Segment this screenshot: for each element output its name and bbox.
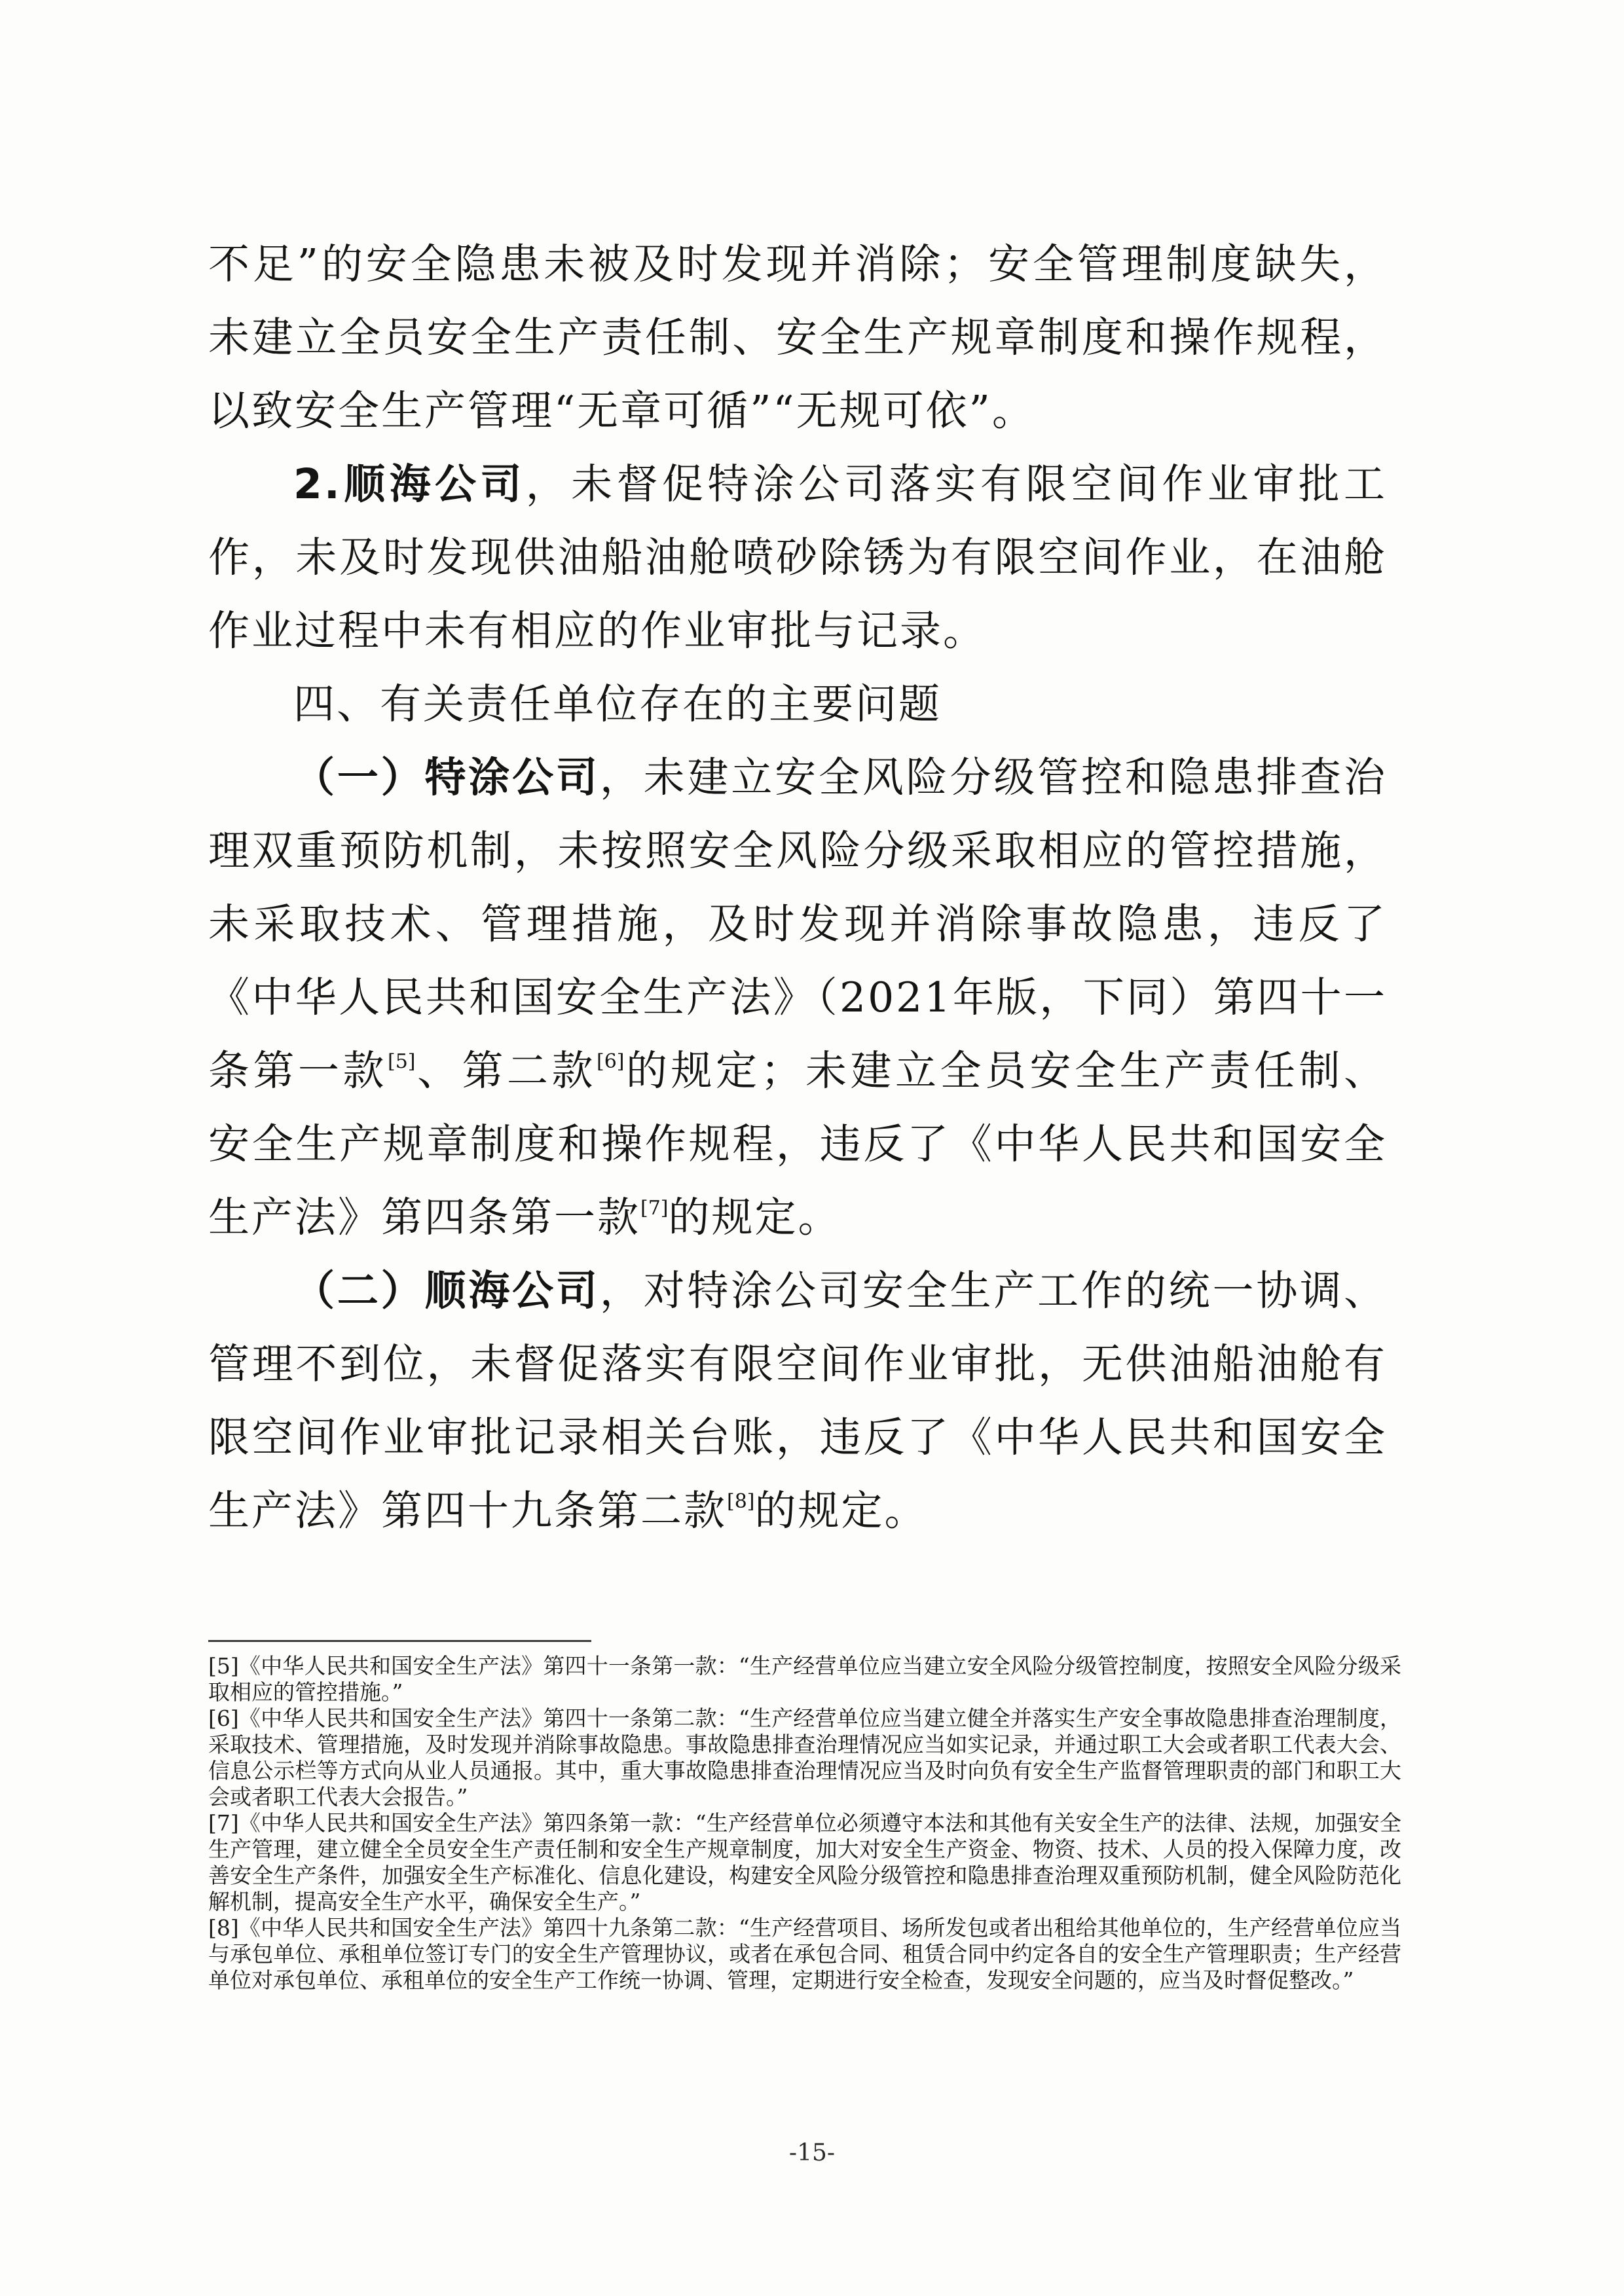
paragraph-shunhai-company: [208, 1254, 1387, 1548]
tetu-text-4: 的规定。: [668, 1194, 841, 1241]
section-heading: 四、有关责任单位存在的主要问题: [293, 680, 942, 728]
shunhai-company-text-2: 的规定。: [754, 1487, 928, 1535]
paragraph-tetu-company: [208, 741, 1387, 1254]
footnote-8: [8]《中华人民共和国安全生产法》第四十九条第二款：“生产经营项目、场所发包或者出租给其他单位的，生产经营单位应当与承包单位、承租单位签订专门的安全生产管理协议，或者在承包合同、租赁合同中约定各自的安全生产管理职责；生产经营单位对承包单位、承租单位的安全生产工作统一协调、管理，定期进行安全检查，发现安全问题的，应当及时督促整改。”: [208, 1915, 1401, 1993]
footnote-ref-5[interactable]: [5]: [388, 1050, 416, 1073]
footnote-7: [7]《中华人民共和国安全生产法》第四条第一款：“生产经营单位必须遵守本法和其他有关安全生产的法律、法规，加强安全生产管理，建立健全全员安全生产责任制和安全生产规章制度，加大对安全生产资金、物资、技术、人员的投入保障力度，改善安全生产条件，加强安全生产标准化、信息化建设，构建安全风险分级管控和隐患排查治理双重预防机制，健全风险防范化解机制，提高安全生产水平，确保安全生产。”: [208, 1810, 1401, 1914]
paragraph-shunhai-item-2: [208, 448, 1387, 668]
footnote-ref-7[interactable]: [7]: [640, 1197, 669, 1220]
tetu-text-1: ，未建立安全风险分级管控和隐患排查治理双重预防机制，未按照安全风险分级采取相应的管控措施，未采取技术、管理措施，及时发现并消除事故隐患，违反了《中华人民共和国安全生产法》（2021年版，下同）第四十一条第一款: [208, 754, 1388, 1095]
footnote-ref-6[interactable]: [6]: [597, 1050, 625, 1073]
tetu-text-2: 、第二款: [415, 1047, 597, 1095]
footnotes: [208, 1653, 1401, 1994]
tetu-text-3: 的规定；未建立全员安全生产责任制、安全生产规章制度和操作规程，违反了《中华人民共和国安全生产法》第四条第一款: [208, 1047, 1387, 1241]
body-text: [208, 228, 1387, 1548]
paragraph-continuation: 不足”的安全隐患未被及时发现并消除；安全管理制度缺失，未建立全员安全生产责任制、安全生产规章制度和操作规程，以致安全生产管理“无章可循”“无规可依”。: [208, 240, 1387, 435]
page-number: -15-: [788, 2140, 836, 2166]
footnote-ref-8[interactable]: [8]: [727, 1490, 755, 1513]
tetu-label: （一）特涂公司: [293, 754, 600, 801]
footnote-divider: [208, 1640, 591, 1642]
footnote-5: [5]《中华人民共和国安全生产法》第四十一条第一款：“生产经营单位应当建立安全风险分级管控制度，按照安全风险分级采取相应的管控措施。”: [208, 1653, 1401, 1705]
shunhai-label: 2.顺海公司: [293, 460, 526, 508]
shunhai-text: ，未督促特涂公司落实有限空间作业审批工作，未及时发现供油船油舱喷砂除锈为有限空间作业，在油舱作业过程中未有相应的作业审批与记录。: [208, 460, 1387, 655]
shunhai-company-label: （二）顺海公司: [293, 1267, 600, 1315]
footnote-6: [6]《中华人民共和国安全生产法》第四十一条第二款：“生产经营单位应当建立健全并落实生产安全事故隐患排查治理制度，采取技术、管理措施，及时发现并消除事故隐患。事故隐患排查治理情况应当如实记录，并通过职工大会或者职工代表大会、信息公示栏等方式向从业人员通报。其中，重大事故隐患排查治理情况应当及时向负有安全生产监督管理职责的部门和职工大会或者职工代表大会报告。”: [208, 1705, 1401, 1810]
shunhai-company-text-1: ，对特涂公司安全生产工作的统一协调、管理不到位，未督促落实有限空间作业审批，无供油船油舱有限空间作业审批记录相关台账，违反了《中华人民共和国安全生产法》第四十九条第二款: [208, 1267, 1388, 1535]
